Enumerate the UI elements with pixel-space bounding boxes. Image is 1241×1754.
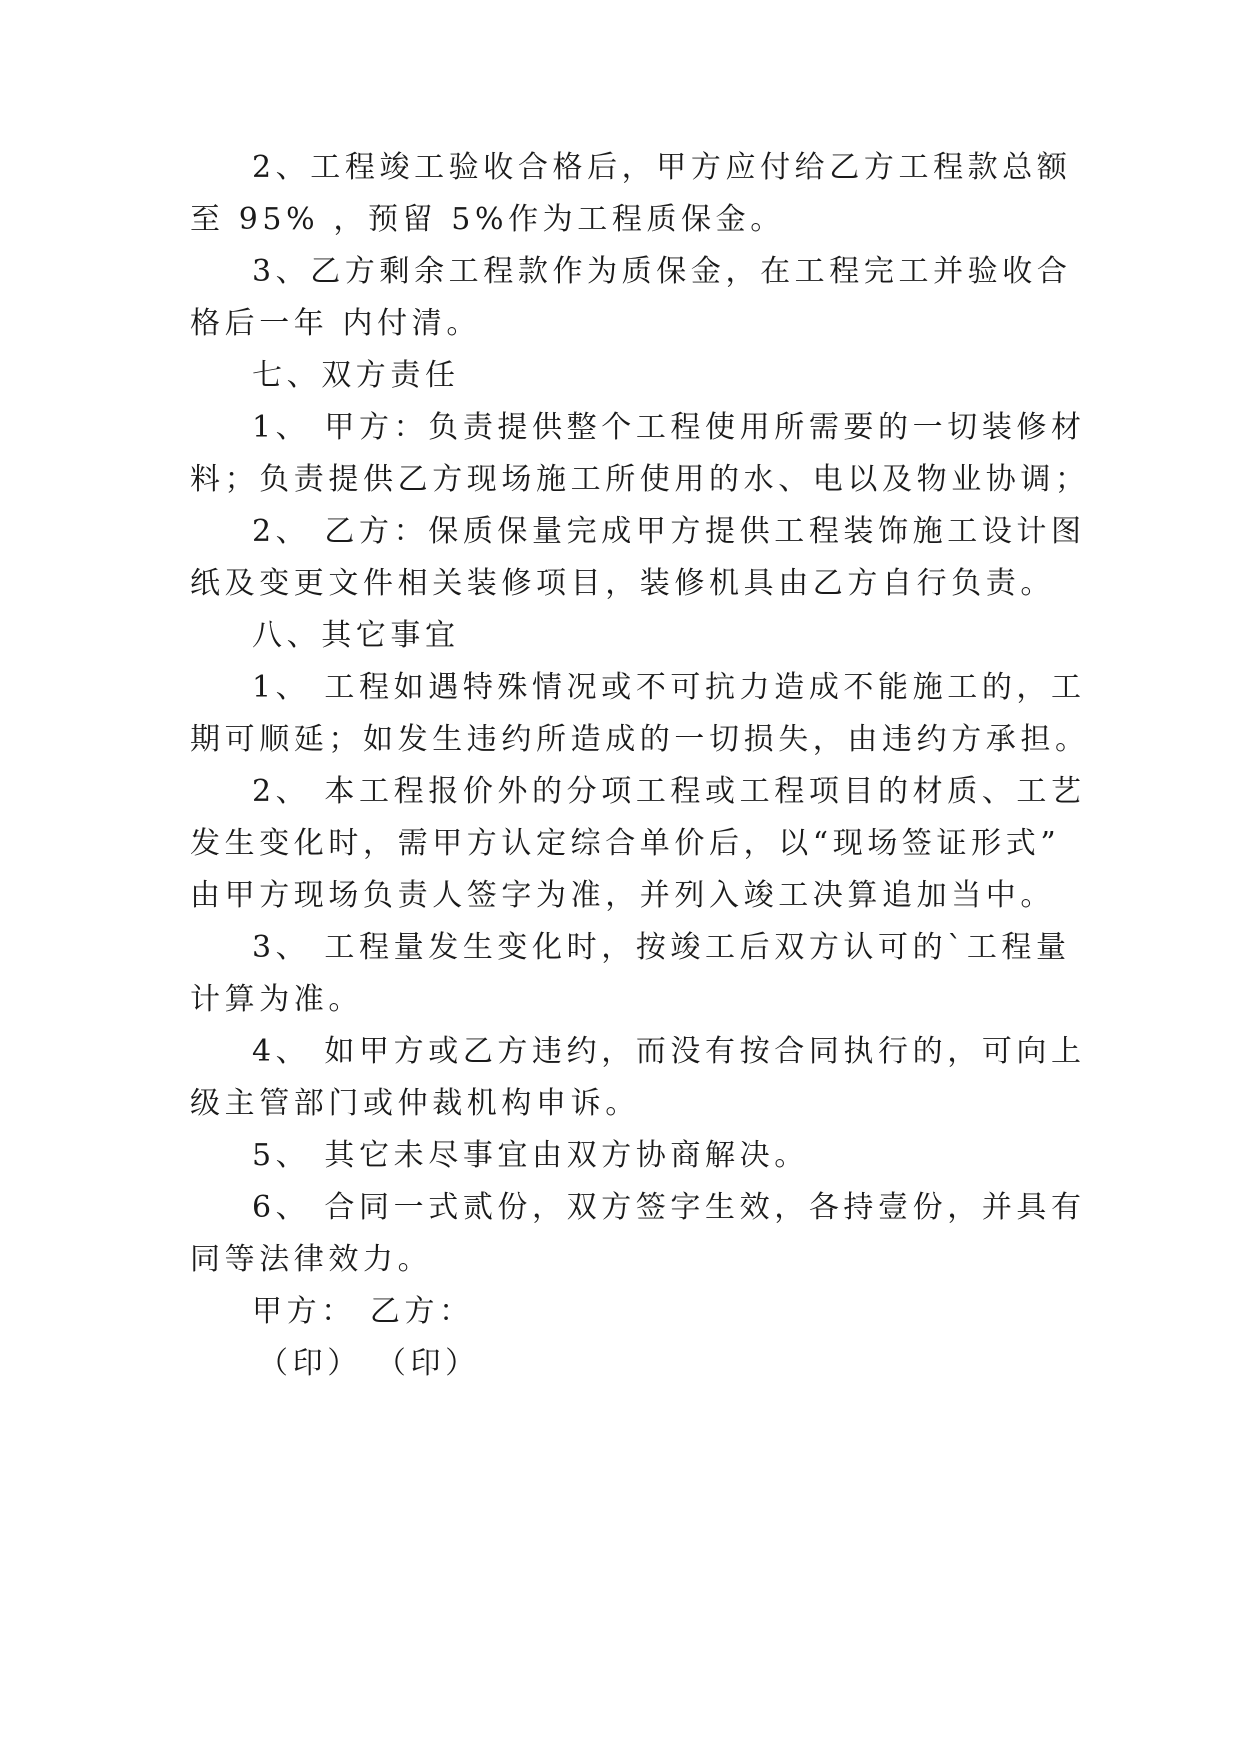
clause-responsibility-2-line-1: 2、 乙方：保质保量完成甲方提供工程装饰施工设计图 — [252, 514, 1086, 549]
clause-responsibility-1-line-2: 料；负责提供乙方现场施工所使用的水、电以及物业协调； — [190, 462, 1090, 497]
clause-other-2-line-2: 发生变化时，需甲方认定综合单价后，以“现场签证形式” — [190, 826, 1061, 861]
clause-responsibility-2-line-2: 纸及变更文件相关装修项目，装修机具由乙方自行负责。 — [190, 566, 1055, 601]
clause-other-2-line-3: 由甲方现场负责人签字为准，并列入竣工决算追加当中。 — [190, 878, 1055, 913]
signature-seals: （印） （印） — [258, 1346, 480, 1381]
clause-other-3-line-2: 计算为准。 — [190, 982, 363, 1017]
clause-payment-2-line-1: 2、工程竣工验收合格后，甲方应付给乙方工程款总额 — [252, 150, 1072, 185]
clause-other-4-line-2: 级主管部门或仲裁机构申诉。 — [190, 1086, 640, 1121]
clause-other-2-line-1: 2、 本工程报价外的分项工程或工程项目的材质、工艺 — [252, 774, 1086, 809]
clause-other-1-line-2: 期可顺延；如发生违约所造成的一切损失，由违约方承担。 — [190, 722, 1090, 757]
section-heading-responsibilities: 七、双方责任 — [252, 358, 460, 393]
clause-other-5: 5、 其它未尽事宜由双方协商解决。 — [252, 1138, 809, 1173]
section-heading-other-matters: 八、其它事宜 — [252, 618, 460, 653]
clause-other-1-line-1: 1、 工程如遇特殊情况或不可抗力造成不能施工的，工 — [252, 670, 1086, 705]
clause-other-3-line-1: 3、 工程量发生变化时，按竣工后双方认可的`工程量 — [252, 930, 1071, 965]
clause-other-6-line-1: 6、 合同一式贰份，双方签字生效，各持壹份，并具有 — [252, 1190, 1086, 1225]
clause-other-6-line-2: 同等法律效力。 — [190, 1242, 433, 1277]
clause-payment-2-line-2: 至 95% ，预留 5%作为工程质保金。 — [190, 202, 785, 237]
clause-other-4-line-1: 4、 如甲方或乙方违约，而没有按合同执行的，可向上 — [252, 1034, 1086, 1069]
clause-responsibility-1-line-1: 1、 甲方：负责提供整个工程使用所需要的一切装修材 — [252, 410, 1086, 445]
clause-payment-3-line-1: 3、乙方剩余工程款作为质保金，在工程完工并验收合 — [252, 254, 1072, 289]
clause-payment-3-line-2: 格后一年 内付清。 — [190, 306, 481, 341]
signature-parties: 甲方： 乙方： — [252, 1294, 474, 1329]
